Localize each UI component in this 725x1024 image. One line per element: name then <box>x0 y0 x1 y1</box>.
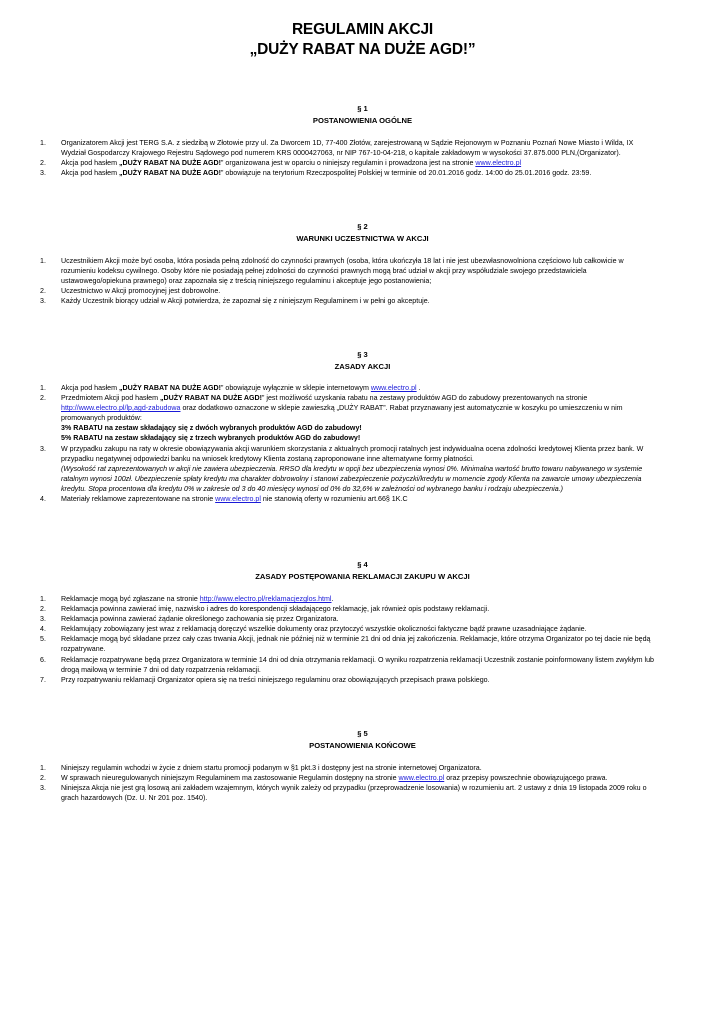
list-item: 3. Każdy Uczestnik biorący udział w Akcji potwierdza, że zapoznał się z niniejszym Regulaminem i w pełni go akceptuje. <box>40 297 430 306</box>
electro-link[interactable]: www.electro.pl <box>370 384 417 392</box>
section-5-number: § 5 <box>357 729 368 738</box>
section-2-list <box>0 256 725 306</box>
list-item: 2. Przedmiotem Akcji pod hasłem „DUŻY RABAT NA DUŻE AGD!” jest możliwość uzyskania rabatu na zestawy produktów AGD do zabudowy prezentowanych na stronie http://www.electro.pl/lp,agd-zabudowa oraz dodatkowo oznaczone w sklepie zawieszką „DUŻY RABAT”. Rabat przyznawany jest automatycznie w koszyku po umieszczeniu w nim promowanych produktów: 3% RABATU na zestaw składający się z dwóch wybranych produktów AGD do zabudowy! 5% RABATU na zestaw składający się z trzech wybranych produktów AGD do zabudowy! <box>40 394 623 443</box>
document-title-line2: „DUŻY RABAT NA DUŻE AGD!” <box>249 41 476 58</box>
list-item: 7. Przy rozpatrywaniu reklamacji Organizator opiera się na treści niniejszego regulaminu oraz obowiązujących przepisach prawa polskiego. <box>40 675 490 684</box>
section-3-title: ZASADY AKCJI <box>334 362 391 371</box>
list-item: 5. Reklamacje mogą być składane przez cały czas trwania Akcji, jednak nie później niż w terminie 21 dni od dnia jej zakończenia. Reklamacje, które otrzyma Organizator po tej dacie nie będą rozpatrywane. <box>40 635 651 654</box>
section-1-number: § 1 <box>357 104 368 113</box>
section-4-title: ZASADY POSTĘPOWANIA REKLAMACJI ZAKUPU W AKCJI <box>255 572 470 581</box>
section-1-list <box>0 138 725 178</box>
list-item: 3. Niniejsza Akcja nie jest grą losową ani zakładem wzajemnym, których wynik zależy od przypadku (przeprowadzenie losowania) w rozumieniu art. 2 ustawy z dnia 19 listopada 2009 roku o grach hazardowych (Dz. U. Nr 201 poz. 1540). <box>40 784 647 803</box>
list-item: 1. Akcja pod hasłem „DUŻY RABAT NA DUŻE AGD!” obowiązuje wyłącznie w sklepie internetowym www.electro.pl . <box>40 384 421 392</box>
list-item: 1. Organizatorem Akcji jest TERG S.A. z siedzibą w Złotowie przy ul. Za Dworcem 1D, 77-400 Złotów, zarejestrowaną w Sądzie Rejonowym w Poznaniu Poznań Nowe Miasto i Wilda, IX Wydział Gospodarczy Krajowego Rejestru Sądowego pod numerem KRS 0000427063, nr NIP 767-10-04-218, o kapitale zakładowym w wysokości 37.875.000 PLN,(Organizator). <box>40 139 634 158</box>
list-item: 2. Uczestnictwo w Akcji promocyjnej jest dobrowolne. <box>40 287 221 296</box>
section-3-list <box>0 383 725 504</box>
agd-zabudowa-link[interactable]: http://www.electro.pl/lp,agd-zabudowa <box>61 404 181 413</box>
section-2-number: § 2 <box>357 222 368 231</box>
electro-link[interactable]: www.electro.pl <box>398 774 445 783</box>
electro-link[interactable]: www.electro.pl <box>215 495 261 504</box>
discount-3-percent: 3% RABATU na zestaw składający się z dwóch wybranych produktów AGD do zabudowy! <box>61 424 362 433</box>
section-5-list <box>0 763 725 803</box>
complaint-link[interactable]: http://www.electro.pl/reklamacjezglos.html <box>199 595 332 603</box>
electro-link[interactable]: www.electro.pl <box>475 159 522 168</box>
list-item: 2. Akcja pod hasłem „DUŻY RABAT NA DUŻE AGD!” organizowana jest w oparciu o niniejszy regulamin i prowadzona jest na stronie www.electro.pl <box>40 159 522 168</box>
list-item: 3. Reklamacja powinna zawierać żądanie określonego zachowania się przez Organizatora. <box>40 615 339 624</box>
section-4-list <box>0 594 725 685</box>
list-item: 4. Reklamujący zobowiązany jest wraz z reklamacją doręczyć wszelkie dokumenty oraz przytoczyć wszystkie okoliczności faktyczne bądź prawne uzasadniające żądanie. <box>40 625 587 634</box>
section-2-title: WARUNKI UCZESTNICTWA W AKCJI <box>296 234 429 243</box>
list-item: 2. Reklamacja powinna zawierać imię, nazwisko i adres do korespondencji składającego reklamację, jak również opis podstawy reklamacji. <box>40 605 490 614</box>
installment-note: (Wysokość rat zaprezentowanych w akcji nie zawiera ubezpieczenia. RRSO dla kredytu w opcji bez ubezpieczenia wynosi 0%. Minimalna wartość brutto towaru nabywanego w systemie ratalnym wynosi 100zł. Ubezpieczenie spłaty kredytu ma charakter dobrowolny i stanowi zabezpieczenie pożyczki/kredytu w momencie zgody Klienta na zawarcie umowy ubezpieczenia kredytu. Stopa procentowa dla kredytu 0% w zakresie od 3 do 40 miesięcy wynosi od 0% do 32,6% w zależności od wybranego banku i rodzaju ubezpieczenia.) <box>61 464 643 493</box>
document-title-line1: REGULAMIN AKCJI <box>291 21 434 38</box>
list-item: 1. Uczestnikiem Akcji może być osoba, która posiada pełną zdolność do czynności prawnych (osoba, która ukończyła 18 lat i nie jest ubezwłasnowolniona częściowo lub całkowicie w rozumieniu kodeksu cywilnego. Osoby które nie posiadają pełnej zdolności do czynności prawnych mogą brać udział w akcji przy współudziale swojego przedstawiciela ustawowego/opiekuna prawnego) oraz zapoznała się z treścią niniejszego regulaminu i akceptuje jego postanowienia; <box>40 257 624 286</box>
list-item: 3. W przypadku zakupu na raty w okresie obowiązywania akcji warunkiem skorzystania z aktualnych promocji ratalnych jest indywidualna ocena zdolności kredytowej Klienta przez bank. W przypadku negatywnej odpowiedzi banku na wniosek kredytowy Klienta zostaną zaproponowane inne alternatywne formy płatności. (Wysokość rat zaprezentowanych w akcji nie zawiera ubezpieczenia. RRSO dla kredytu w opcji bez ubezpieczenia wynosi 0%. Minimalna wartość brutto towaru nabywanego w systemie ratalnym wynosi 100zł. Ubezpieczenie spłaty kredytu ma charakter dobrowolny i stanowi zabezpieczenie pożyczki/kredytu w momencie zgody Klienta na zawarcie umowy ubezpieczenia kredytu. Stopa procentowa dla kredytu 0% w zakresie od 3 do 40 miesięcy wynosi od 0% do 32,6% w zależności od wybranego banku i rodzaju ubezpieczenia.) <box>40 444 644 493</box>
list-item: 2. W sprawach nieuregulowanych niniejszym Regulaminem ma zastosowanie Regulamin dostępny na stronie www.electro.pl oraz przepisy powszechnie obowiązującego prawa. <box>40 774 608 783</box>
list-item: 1. Reklamacje mogą być zgłaszane na stronie http://www.electro.pl/reklamacjezglos.html. <box>40 595 334 603</box>
section-1-title: POSTANOWIENIA OGÓLNE <box>312 116 413 125</box>
list-item: 4. Materiały reklamowe zaprezentowane na stronie www.electro.pl nie stanowią oferty w rozumieniu art.66§ 1K.C <box>40 495 408 504</box>
section-5-title: POSTANOWIENIA KOŃCOWE <box>309 741 416 750</box>
list-item: 1. Niniejszy regulamin wchodzi w życie z dniem startu promocji podanym w §1 pkt.3 i dostępny jest na stronie internetowej Organizatora. <box>40 764 482 772</box>
list-item: 6. Reklamacje rozpatrywane będą przez Organizatora w terminie 14 dni od dnia otrzymania reklamacji. O wyniku rozpatrzenia reklamacji Uczestnik zostanie poinformowany listem zwykłym lub drogą mailową w terminie 7 dni od daty rozpatrzenia reklamacji. <box>40 655 654 674</box>
section-3-number: § 3 <box>357 350 368 359</box>
section-4-number: § 4 <box>357 560 368 569</box>
list-item: 3. Akcja pod hasłem „DUŻY RABAT NA DUŻE AGD!” obowiązuje na terytorium Rzeczpospolitej Polskiej w terminie od 20.01.2016 godz. 14:00 do 25.01.2016 godz. 23:59. <box>40 169 592 178</box>
discount-5-percent: 5% RABATU na zestaw składający się z trzech wybranych produktów AGD do zabudowy! <box>61 434 361 443</box>
